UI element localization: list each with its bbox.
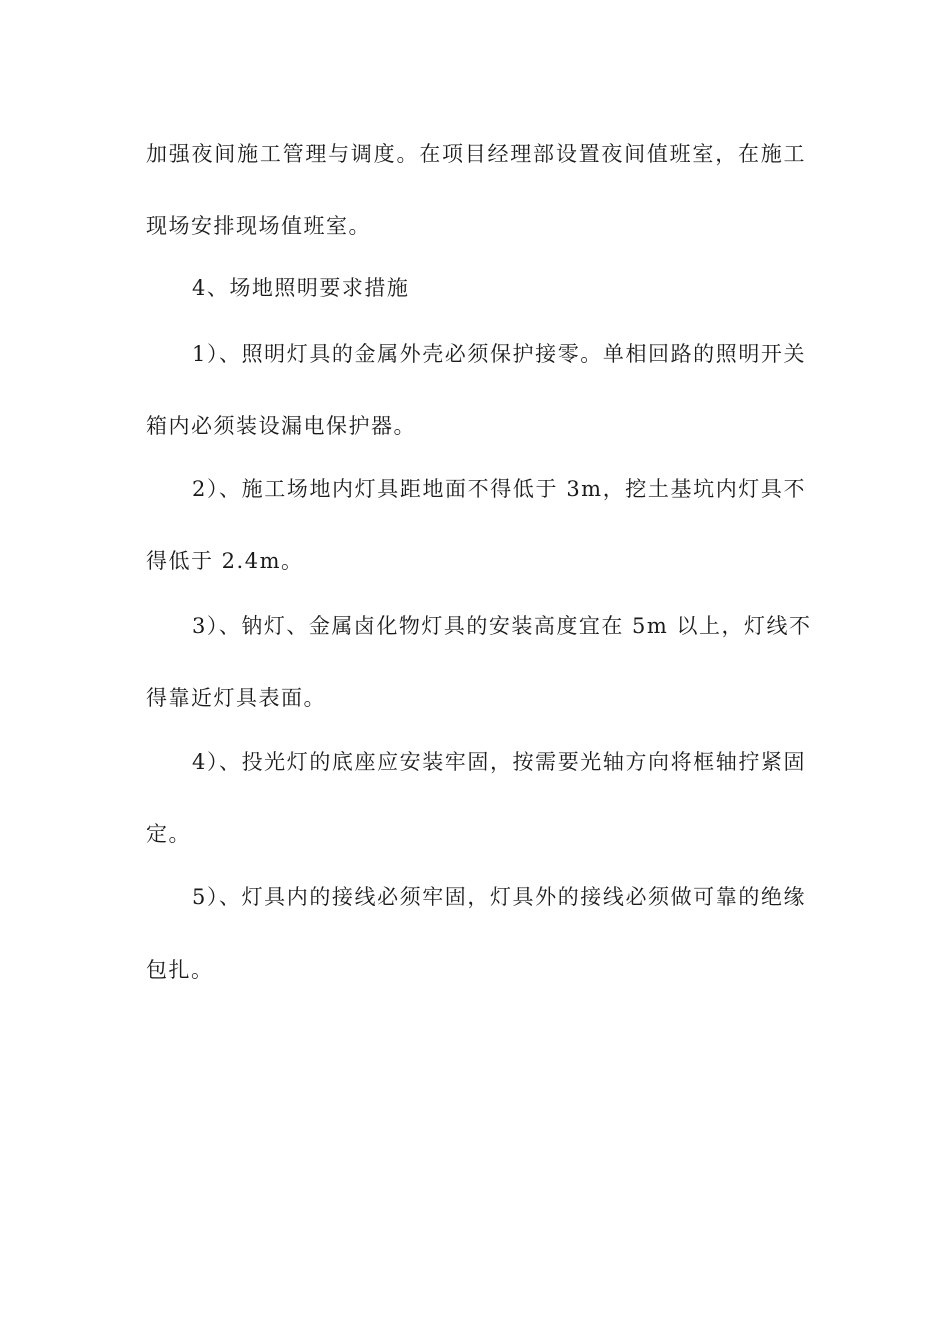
paragraph-line: 得低于 2.4m。 — [146, 549, 304, 573]
paragraph-line: 4）、投光灯的底座应安装牢固，按需要光轴方向将框轴拧紧固 — [192, 750, 806, 774]
paragraph-line: 2）、施工场地内灯具距地面不得低于 3m，挖土基坑内灯具不 — [192, 477, 806, 501]
paragraph-line: 得靠近灯具表面。 — [146, 686, 326, 710]
paragraph-line: 定。 — [146, 822, 191, 846]
section-heading: 4、场地照明要求措施 — [192, 276, 410, 300]
paragraph-line: 包扎。 — [146, 958, 214, 982]
paragraph-line: 3）、钠灯、金属卤化物灯具的安装高度宜在 5m 以上，灯线不 — [192, 614, 812, 638]
paragraph-line: 加强夜间施工管理与调度。在项目经理部设置夜间值班室，在施工 — [146, 142, 806, 166]
paragraph-line: 1）、照明灯具的金属外壳必须保护接零。单相回路的照明开关 — [192, 342, 806, 366]
paragraph-line: 现场安排现场值班室。 — [146, 214, 371, 238]
paragraph-line: 箱内必须装设漏电保护器。 — [146, 414, 416, 438]
paragraph-line: 5）、灯具内的接线必须牢固，灯具外的接线必须做可靠的绝缘 — [192, 885, 806, 909]
